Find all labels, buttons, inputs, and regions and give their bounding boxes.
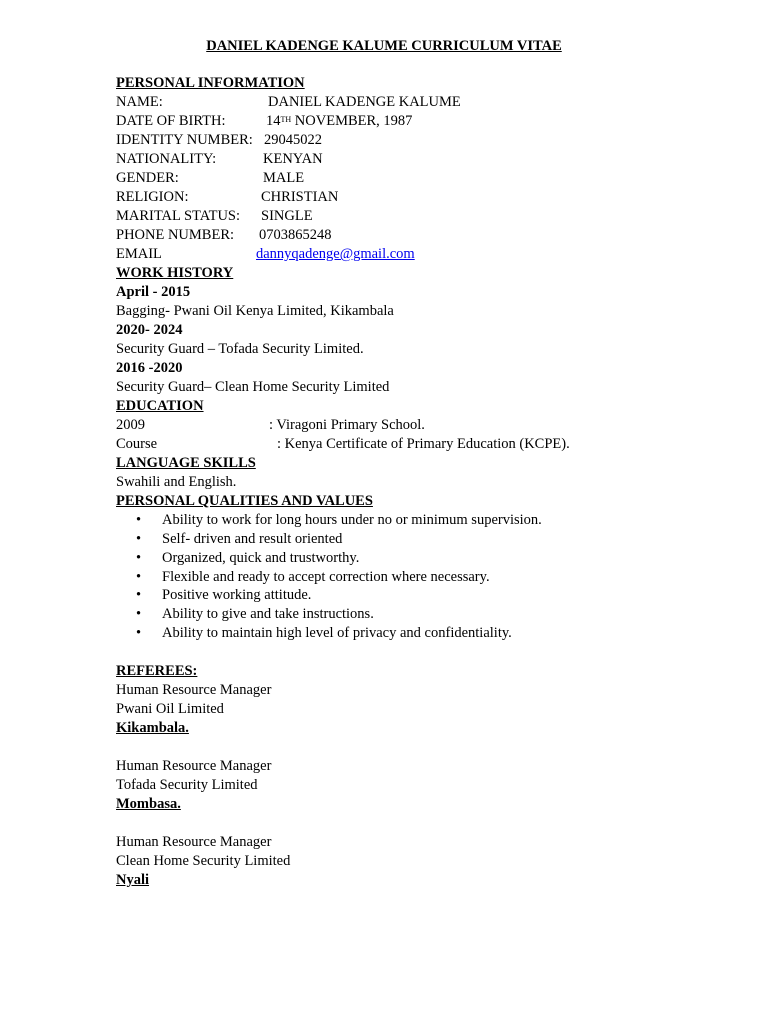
- marital-status-row: [116, 207, 313, 226]
- phone-value: 0703865248: [259, 227, 332, 243]
- religion-row: [116, 188, 339, 207]
- email-row: [116, 245, 415, 264]
- referee-location: Mombasa.: [116, 796, 181, 812]
- nationality-label: NATIONALITY:: [116, 151, 217, 167]
- work-period: April - 2015: [116, 284, 191, 300]
- gender-label: GENDER:: [116, 170, 179, 186]
- bullet-icon: •: [136, 550, 142, 566]
- bullet-icon: •: [136, 625, 142, 641]
- referee-company: Clean Home Security Limited: [116, 853, 291, 869]
- dob-row: [116, 112, 413, 131]
- personal-info-heading: PERSONAL INFORMATION: [116, 75, 305, 91]
- work-role: Bagging- Pwani Oil Kenya Limited, Kikambala: [116, 303, 394, 319]
- education-heading: EDUCATION: [116, 398, 204, 414]
- work-history-heading: WORK HISTORY: [116, 265, 234, 281]
- referee-company: Pwani Oil Limited: [116, 701, 224, 717]
- bullet-icon: •: [136, 569, 142, 585]
- education-year: 2009: [116, 417, 145, 433]
- education-school: : Viragoni Primary School.: [269, 417, 425, 433]
- education-row: [116, 416, 425, 435]
- religion-label: RELIGION:: [116, 189, 189, 205]
- quality-item: Positive working attitude.: [162, 587, 312, 603]
- quality-item: Organized, quick and trustworthy.: [162, 550, 360, 566]
- email-link[interactable]: dannyqadenge@gmail.com: [256, 246, 415, 262]
- dob-month-year: NOVEMBER, 1987: [291, 113, 413, 129]
- document-title: DANIEL KADENGE KALUME CURRICULUM VITAE: [206, 38, 562, 54]
- quality-item: Self- driven and result oriented: [162, 531, 343, 547]
- religion-value: CHRISTIAN: [261, 189, 339, 205]
- dob-label: DATE OF BIRTH:: [116, 113, 226, 129]
- quality-item: Ability to give and take instructions.: [162, 606, 374, 622]
- marital-status-value: SINGLE: [261, 208, 313, 224]
- name-label: NAME:: [116, 94, 163, 110]
- work-period: 2020- 2024: [116, 322, 183, 338]
- referee-position: Human Resource Manager: [116, 834, 272, 850]
- marital-status-label: MARITAL STATUS:: [116, 208, 241, 224]
- identity-row: [116, 131, 322, 150]
- education-course: : Kenya Certificate of Primary Education (KCPE).: [277, 436, 570, 452]
- referee-location: Kikambala.: [116, 720, 189, 736]
- qualities-heading: PERSONAL QUALITIES AND VALUES: [116, 493, 373, 509]
- phone-label: PHONE NUMBER:: [116, 227, 235, 243]
- work-role: Security Guard – Tofada Security Limited.: [116, 341, 364, 357]
- bullet-icon: •: [136, 606, 142, 622]
- dob-day: 14: [266, 113, 281, 129]
- name-row: [116, 93, 461, 112]
- referee-location: Nyali: [116, 872, 150, 888]
- referee-position: Human Resource Manager: [116, 682, 272, 698]
- gender-value: MALE: [263, 170, 305, 186]
- quality-item: Ability to work for long hours under no or minimum supervision.: [162, 512, 542, 528]
- phone-row: [116, 226, 332, 245]
- name-value: DANIEL KADENGE KALUME: [268, 94, 461, 110]
- referee-position: Human Resource Manager: [116, 758, 272, 774]
- identity-label: IDENTITY NUMBER:: [116, 132, 253, 148]
- nationality-value: KENYAN: [263, 151, 323, 167]
- dob-value: [266, 112, 412, 131]
- language-skills-text: Swahili and English.: [116, 474, 237, 490]
- quality-item: Ability to maintain high level of privacy and confidentiality.: [162, 625, 512, 641]
- email-label: EMAIL: [116, 246, 162, 262]
- identity-value: 29045022: [264, 132, 322, 148]
- work-role: Security Guard– Clean Home Security Limited: [116, 379, 390, 395]
- education-row: [116, 435, 570, 454]
- bullet-icon: •: [136, 531, 142, 547]
- bullet-icon: •: [136, 587, 142, 603]
- gender-row: [116, 169, 305, 188]
- referee-company: Tofada Security Limited: [116, 777, 258, 793]
- nationality-row: [116, 150, 323, 169]
- work-period: 2016 -2020: [116, 360, 183, 376]
- referees-heading: REFEREES:: [116, 663, 198, 679]
- quality-item: Flexible and ready to accept correction where necessary.: [162, 569, 490, 585]
- language-skills-heading: LANGUAGE SKILLS: [116, 455, 256, 471]
- bullet-icon: •: [136, 512, 142, 528]
- education-course-label: Course: [116, 436, 158, 452]
- dob-day-suffix: TH: [280, 115, 292, 124]
